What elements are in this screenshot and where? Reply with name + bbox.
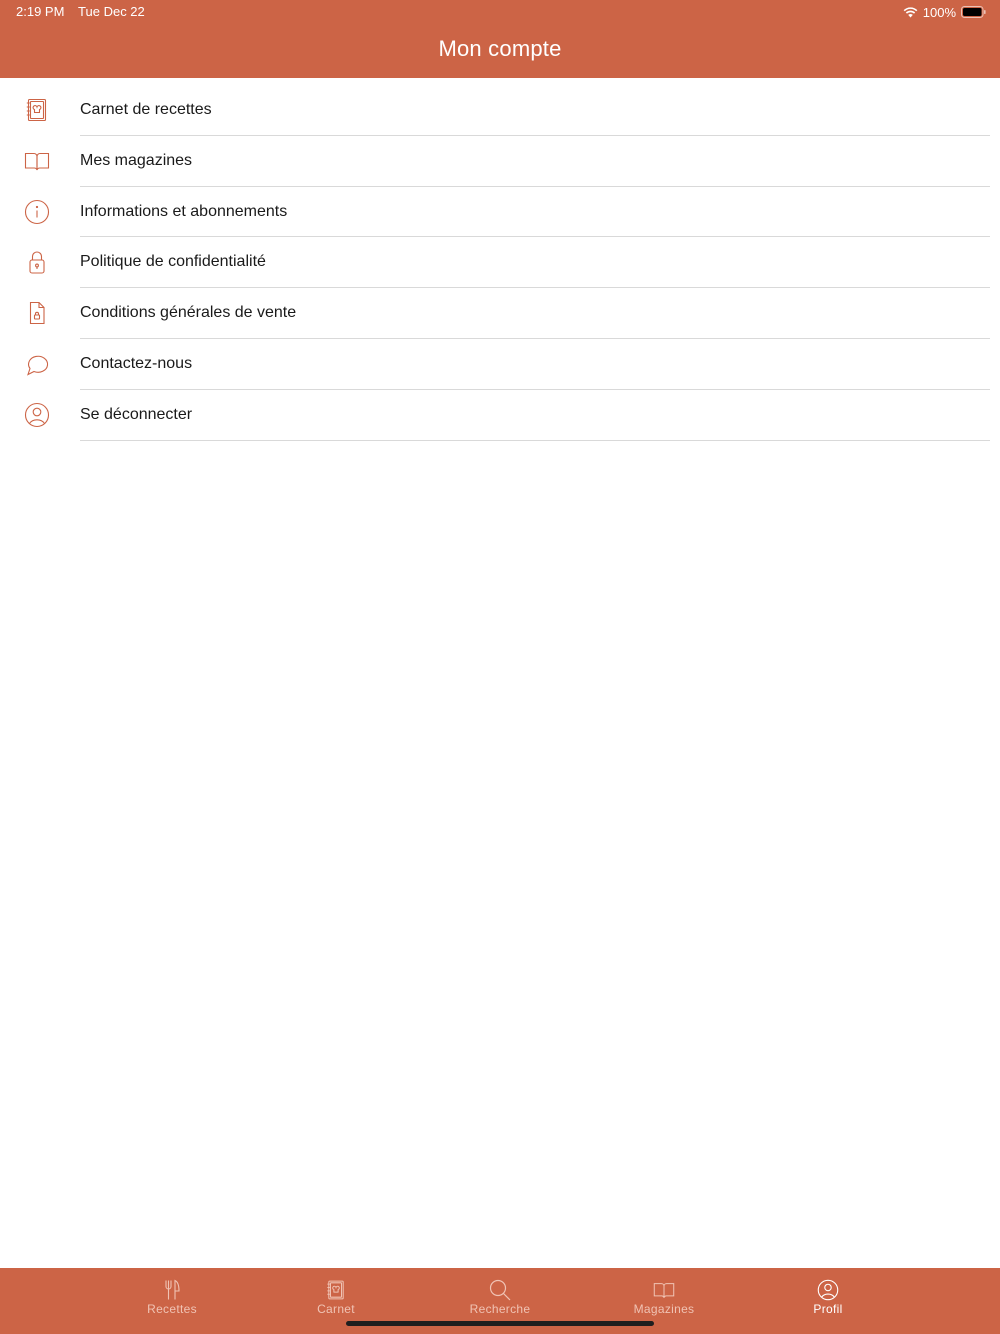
menu-item-label: Contactez-nous xyxy=(80,354,193,372)
status-date: Tue Dec 22 xyxy=(78,4,145,19)
search-icon xyxy=(489,1279,511,1301)
status-bar-right xyxy=(903,4,986,20)
recipe-book-icon xyxy=(325,1279,347,1301)
status-time: 2:19 PM xyxy=(16,4,65,19)
user-circle-icon xyxy=(24,402,50,428)
status-bar-left xyxy=(16,4,145,19)
user-circle-icon xyxy=(817,1279,839,1301)
tab-recipes[interactable] xyxy=(90,1268,254,1334)
tab-profile[interactable] xyxy=(746,1268,910,1334)
open-book-icon xyxy=(653,1279,675,1301)
lock-icon xyxy=(24,249,50,275)
divider xyxy=(80,440,990,441)
menu-item-label: Conditions générales de vente xyxy=(80,304,297,322)
menu-item-label: Politique de confidentialité xyxy=(80,253,266,271)
chat-bubble-icon xyxy=(24,351,50,377)
wifi-icon xyxy=(903,6,918,18)
tab-label: Recettes xyxy=(147,1302,197,1316)
menu-item-terms-of-sale[interactable] xyxy=(0,288,1000,339)
menu-item-label: Carnet de recettes xyxy=(80,101,212,118)
info-icon xyxy=(24,199,50,225)
document-lock-icon xyxy=(24,300,50,326)
battery-percentage: 100% xyxy=(922,4,956,20)
menu-item-log-out[interactable] xyxy=(0,390,1000,441)
menu-item-label: Se déconnecter xyxy=(80,405,193,423)
menu-item-privacy-policy[interactable] xyxy=(0,237,1000,288)
recipe-book-icon xyxy=(24,97,50,123)
menu-item-contact-us[interactable] xyxy=(0,339,1000,390)
tab-bar xyxy=(0,1268,1000,1334)
menu-item-information-subscriptions[interactable] xyxy=(0,187,1000,238)
navigation-bar xyxy=(0,0,1000,78)
tab-label: Profil xyxy=(813,1302,843,1316)
account-menu-list xyxy=(0,85,1000,441)
fork-knife-icon xyxy=(161,1279,183,1301)
menu-item-label: Mes magazines xyxy=(80,151,193,169)
battery-icon xyxy=(961,6,986,18)
page-title: Mon compte xyxy=(438,36,562,61)
menu-item-recipe-book[interactable] xyxy=(0,85,1000,136)
menu-item-my-magazines[interactable] xyxy=(0,136,1000,187)
menu-item-label: Informations et abonnements xyxy=(80,202,288,220)
tab-label: Magazines xyxy=(633,1302,695,1316)
home-indicator[interactable] xyxy=(346,1321,654,1326)
tab-label: Carnet xyxy=(317,1302,355,1316)
tab-label: Recherche xyxy=(469,1302,531,1316)
open-book-icon xyxy=(24,148,50,174)
